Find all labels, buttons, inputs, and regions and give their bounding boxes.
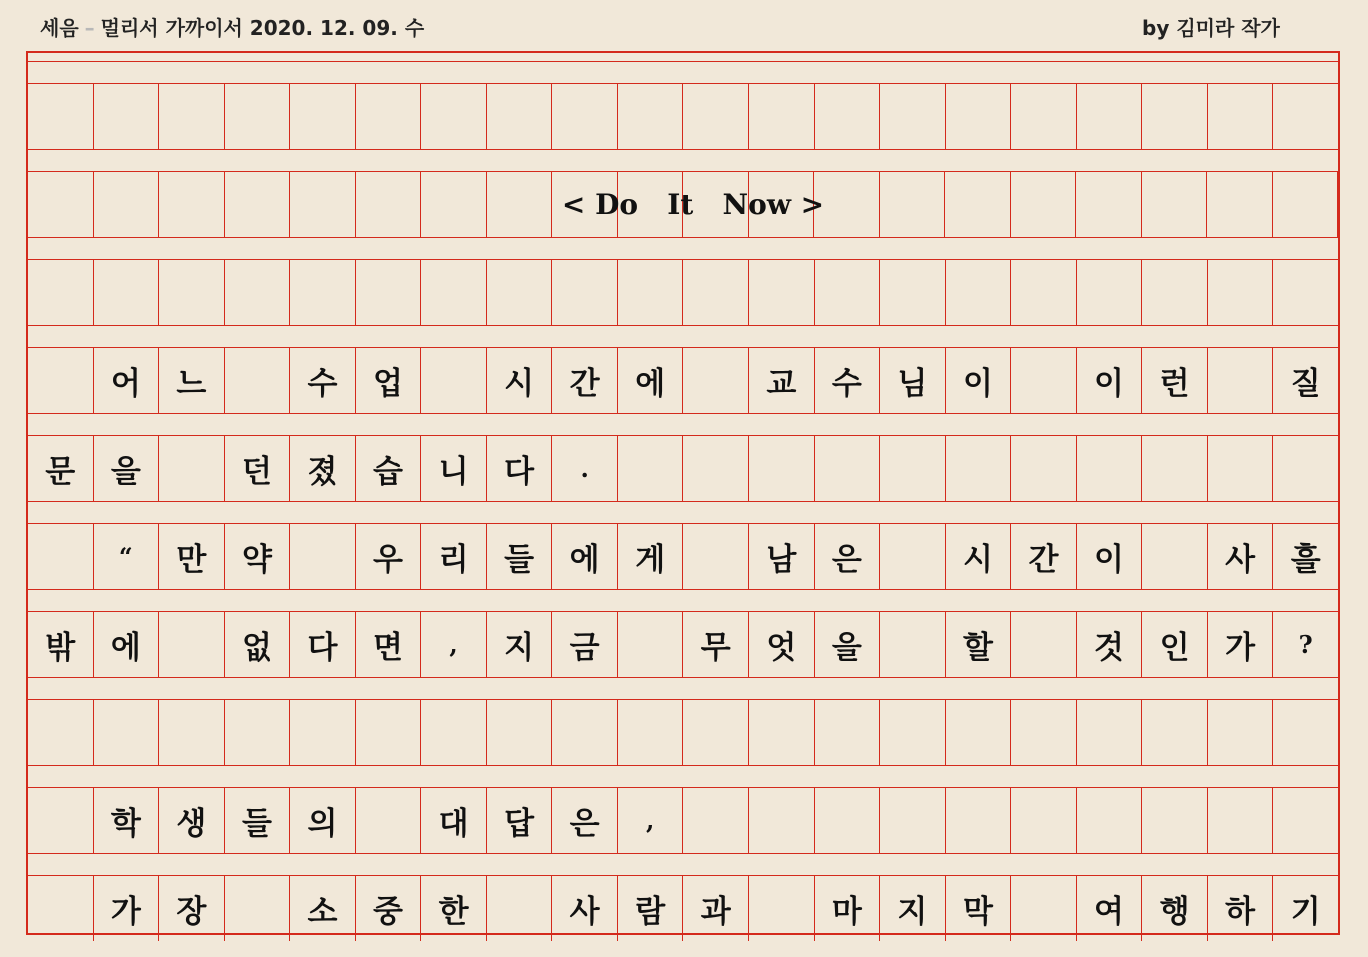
grid-cell: 가: [1208, 612, 1274, 677]
grid-cell: 간: [552, 348, 618, 413]
manuscript-row: [28, 524, 1338, 589]
grid-cell: [487, 876, 553, 941]
grid-cell: 수: [815, 348, 881, 413]
grid-cell: [1011, 788, 1077, 853]
grid-cell: 들: [487, 524, 553, 589]
row-spacer: [28, 61, 1338, 84]
grid-cell: ,: [618, 788, 684, 853]
grid-cell: [1142, 172, 1208, 237]
grid-cell: [290, 260, 356, 325]
grid-cell: [159, 612, 225, 677]
grid-cell: 시: [487, 348, 553, 413]
grid-cell: 을: [94, 436, 160, 501]
grid-cell: 질: [1290, 366, 1321, 402]
row-spacer: [28, 237, 1338, 260]
grid-cell: [1011, 172, 1077, 237]
grid-cell: 문: [28, 436, 94, 501]
grid-cell: 런: [1142, 348, 1208, 413]
grid-cell: [356, 172, 422, 237]
grid-cell: [487, 172, 553, 237]
grid-cell: [159, 700, 225, 765]
grid-cell: 에: [618, 348, 684, 413]
grid-cell: [1011, 84, 1077, 149]
grid-cell: 느: [159, 348, 225, 413]
grid-cell: 사: [552, 876, 618, 941]
row-spacer: [28, 765, 1338, 788]
grid-cell: [1273, 84, 1338, 149]
grid-cell: [1208, 84, 1274, 149]
grid-cell: [683, 260, 749, 325]
grid-cell: 이: [1077, 524, 1143, 589]
grid-cell: [946, 700, 1012, 765]
grid-cell: 람: [618, 876, 684, 941]
grid-cell: 것: [1077, 612, 1143, 677]
grid-cell: 밖: [28, 612, 94, 677]
manuscript-row: [28, 348, 1338, 413]
grid-cell: 지: [880, 876, 946, 941]
grid-cell: [946, 788, 1012, 853]
grid-cell: [618, 700, 684, 765]
grid-cell: [749, 260, 815, 325]
column-title: [40, 12, 424, 41]
grid-cell: [290, 84, 356, 149]
grid-cell: 과: [683, 876, 749, 941]
grid-cell: 약: [225, 524, 291, 589]
grid-cell: [1077, 700, 1143, 765]
grid-cell: 들: [225, 788, 291, 853]
grid-cell: [94, 172, 160, 237]
grid-cell: [1273, 172, 1339, 237]
grid-cell: 시: [946, 524, 1012, 589]
grid-cell: [552, 700, 618, 765]
grid-cell: [1273, 788, 1338, 853]
grid-cell: [28, 260, 94, 325]
grid-cell: 우: [356, 524, 422, 589]
grid-cell: 다: [487, 436, 553, 501]
grid-cell: 장: [159, 876, 225, 941]
grid-cell: [487, 84, 553, 149]
grid-cell: 중: [356, 876, 422, 941]
grid-cell: [880, 788, 946, 853]
manuscript-sheet: [26, 51, 1340, 935]
grid-cell: [225, 172, 291, 237]
row-spacer: [28, 149, 1338, 172]
grid-cell: [552, 260, 618, 325]
grid-cell: [880, 172, 946, 237]
grid-cell: [880, 84, 946, 149]
manuscript-row: [28, 172, 1338, 237]
grid-cell: 에: [552, 524, 618, 589]
row-spacer: [28, 677, 1338, 700]
grid-cell: [159, 84, 225, 149]
grid-cell: 교: [749, 348, 815, 413]
grid-cell: 행: [1142, 876, 1208, 941]
row-spacer: [28, 501, 1338, 524]
grid-cell: [487, 700, 553, 765]
grid-cell: [945, 172, 1011, 237]
grid-cell: 가: [94, 876, 160, 941]
grid-cell: 간: [1011, 524, 1077, 589]
manuscript-row: [28, 788, 1338, 853]
grid-cell: [1207, 172, 1273, 237]
grid-cell: [1077, 84, 1143, 149]
grid-cell: [815, 260, 881, 325]
grid-cell: .: [552, 436, 618, 501]
grid-cell: 면: [356, 612, 422, 677]
grid-cell: [356, 84, 422, 149]
grid-cell: [225, 348, 291, 413]
grid-cell: 습: [356, 436, 422, 501]
grid-cell: [1077, 788, 1143, 853]
grid-cell: 은: [552, 788, 618, 853]
grid-cell: [1077, 260, 1143, 325]
grid-cell: [356, 788, 422, 853]
grid-cell: [1273, 700, 1338, 765]
grid-cell: [94, 84, 160, 149]
manuscript-row: [28, 612, 1338, 677]
grid-cell: 이: [946, 348, 1012, 413]
essay-title: < Do It Now >: [561, 188, 825, 221]
grid-cell: [1273, 436, 1338, 501]
grid-cell: [487, 260, 553, 325]
grid-cell: [225, 260, 291, 325]
grid-cell: [946, 84, 1012, 149]
grid-cell: [28, 524, 94, 589]
grid-cell: [749, 700, 815, 765]
grid-cell: [946, 260, 1012, 325]
grid-cell: 엇: [749, 612, 815, 677]
grid-cell: [815, 436, 881, 501]
grid-cell: 할: [946, 612, 1012, 677]
grid-cell: [28, 788, 94, 853]
grid-cell: 지: [487, 612, 553, 677]
manuscript-row: [28, 700, 1338, 765]
grid-cell: 기: [1290, 894, 1321, 930]
grid-cell: “: [94, 524, 160, 589]
grid-cell: [421, 348, 487, 413]
grid-cell: 님: [880, 348, 946, 413]
grid-cell: [94, 700, 160, 765]
grid-cell: [815, 788, 881, 853]
grid-cell: [1208, 436, 1274, 501]
grid-cell: [683, 436, 749, 501]
grid-cell: [1142, 700, 1208, 765]
grid-cell: 이: [1077, 348, 1143, 413]
row-spacer: [28, 413, 1338, 436]
grid-cell: [1011, 612, 1077, 677]
grid-cell: [618, 260, 684, 325]
manuscript-row: [28, 436, 1338, 501]
grid-cell: [94, 260, 160, 325]
grid-cell: [880, 524, 946, 589]
grid-cell: 니: [421, 436, 487, 501]
grid-cell: [1208, 260, 1274, 325]
grid-cell: [1208, 788, 1274, 853]
grid-cell: [1011, 700, 1077, 765]
grid-cell: [356, 260, 422, 325]
grid-cell: [1142, 260, 1208, 325]
grid-cell: [815, 84, 881, 149]
grid-cell: [421, 700, 487, 765]
grid-cell: [749, 788, 815, 853]
grid-cell: [28, 348, 94, 413]
grid-cell: 에: [94, 612, 160, 677]
grid-cell: 한: [421, 876, 487, 941]
grid-cell: [1208, 700, 1274, 765]
grid-cell: [28, 700, 94, 765]
grid-cell: 생: [159, 788, 225, 853]
grid-cell: [1142, 788, 1208, 853]
grid-cell: [1208, 348, 1274, 413]
grid-cell: [28, 172, 94, 237]
grid-cell: 은: [815, 524, 881, 589]
grid-cell: [1011, 348, 1077, 413]
grid-cell: 무: [683, 612, 749, 677]
grid-cell: [880, 700, 946, 765]
series-name: 세음: [40, 16, 79, 40]
grid-cell: 흘: [1290, 542, 1321, 578]
grid-cell: 하: [1208, 876, 1274, 941]
grid-cell: [815, 700, 881, 765]
grid-cell: 게: [618, 524, 684, 589]
grid-cell: [618, 84, 684, 149]
grid-cell: [880, 436, 946, 501]
grid-cell: [618, 436, 684, 501]
grid-cell: 남: [749, 524, 815, 589]
row-spacer: [28, 589, 1338, 612]
manuscript-row: [28, 84, 1338, 149]
grid-cell: [683, 788, 749, 853]
grid-cell: 만: [159, 524, 225, 589]
grid-cell: [683, 524, 749, 589]
grid-cell: [683, 700, 749, 765]
grid-cell: [28, 876, 94, 941]
grid-cell: 던: [225, 436, 291, 501]
grid-cell: [1142, 84, 1208, 149]
grid-cell: [421, 84, 487, 149]
grid-cell: [1077, 436, 1143, 501]
author-credit: by 김미라 작가: [1142, 16, 1280, 40]
grid-cell: [1142, 436, 1208, 501]
grid-cell: 졌: [290, 436, 356, 501]
grid-cell: [749, 876, 815, 941]
grid-cell: [225, 700, 291, 765]
grid-cell: [552, 84, 618, 149]
grid-cell: [1011, 876, 1077, 941]
grid-cell: [749, 436, 815, 501]
grid-cell: [28, 84, 94, 149]
grid-cell: [290, 700, 356, 765]
grid-cell: 소: [290, 876, 356, 941]
column-subtitle: 멀리서 가까이서 2020. 12. 09. 수: [100, 16, 425, 40]
row-spacer: [28, 325, 1338, 348]
grid-cell: 다: [290, 612, 356, 677]
grid-cell: [880, 260, 946, 325]
grid-cell: ?: [1298, 630, 1313, 659]
grid-cell: [159, 172, 225, 237]
grid-cell: [225, 876, 291, 941]
grid-cell: [1011, 260, 1077, 325]
grid-cell: [618, 612, 684, 677]
grid-cell: [421, 172, 487, 237]
grid-cell: 리: [421, 524, 487, 589]
grid-cell: [1273, 260, 1338, 325]
title-separator: –: [84, 16, 95, 40]
grid-cell: 사: [1208, 524, 1274, 589]
manuscript-row: [28, 260, 1338, 325]
grid-cell: 의: [290, 788, 356, 853]
grid-cell: [421, 260, 487, 325]
grid-cell: 대: [421, 788, 487, 853]
grid-cell: 인: [1142, 612, 1208, 677]
page-header: [0, 0, 1368, 52]
grid-cell: [1076, 172, 1142, 237]
grid-cell: 없: [225, 612, 291, 677]
grid-cell: 여: [1077, 876, 1143, 941]
grid-cell: 수: [290, 348, 356, 413]
grid-cell: [1011, 436, 1077, 501]
grid-cell: [290, 172, 356, 237]
grid-cell: 답: [487, 788, 553, 853]
grid-cell: [1142, 524, 1208, 589]
grid-cell: [290, 524, 356, 589]
grid-cell: [225, 84, 291, 149]
grid-cell: [880, 612, 946, 677]
grid-cell: 학: [94, 788, 160, 853]
grid-cell: 막: [946, 876, 1012, 941]
grid-cell: [159, 436, 225, 501]
row-spacer: [28, 853, 1338, 876]
grid-cell: 을: [815, 612, 881, 677]
manuscript-row: [28, 876, 1338, 941]
grid-cell: [946, 436, 1012, 501]
grid-cell: 금: [552, 612, 618, 677]
grid-cell: [749, 84, 815, 149]
grid-cell: ,: [421, 612, 487, 677]
grid-cell: 업: [356, 348, 422, 413]
grid-cell: 마: [815, 876, 881, 941]
grid-cell: [683, 84, 749, 149]
grid-cell: 어: [94, 348, 160, 413]
grid-cell: [356, 700, 422, 765]
grid-cell: [683, 348, 749, 413]
grid-cell: [159, 260, 225, 325]
